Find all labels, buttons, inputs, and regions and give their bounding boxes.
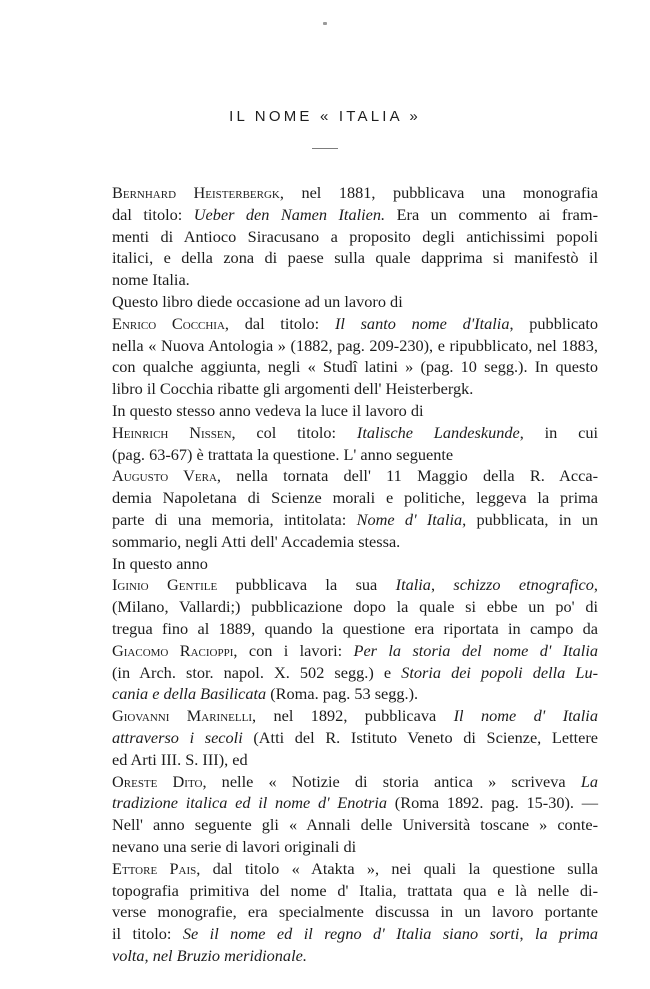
italic-title: Nome d' Italia: [356, 509, 463, 529]
text-run: nevano una serie di lavori originali di: [112, 836, 357, 856]
text-run: , col titolo:: [231, 422, 357, 442]
text-run: In questo stesso anno vedeva la luce il lavoro di: [112, 400, 424, 420]
text-line: [112, 313, 598, 335]
page-speck: [323, 22, 327, 25]
text-run: demia Napoletana di Scienze morali e politiche, leggeva la prima: [112, 488, 598, 508]
text-line: [112, 640, 598, 662]
text-run: libro il Cocchia ribatte gli argomenti dell' Heisterbergk.: [112, 379, 474, 399]
text-run: ,: [519, 924, 535, 944]
text-line: [112, 422, 598, 444]
italic-title: Ueber den Namen Italien.: [193, 204, 386, 224]
author-name: Giovanni Marinelli: [112, 706, 252, 726]
text-run: menti di Antioco Siracusano a proposito degli antichissimi popoli: [112, 226, 598, 246]
italic-title: la prima: [534, 924, 598, 944]
italic-title: Se il nome ed il regno d' Italia siano sorti: [182, 924, 520, 944]
text-run: (in Arch. stor. napol. X. 502 segg.) e: [112, 662, 402, 682]
italic-title: volta, nel Bruzio meridionale.: [112, 945, 307, 965]
body-text: [112, 182, 598, 967]
text-run: verse monografie, era specialmente discussa in un lavoro portante: [112, 902, 598, 922]
text-line: [112, 378, 598, 400]
title-rule: [312, 148, 338, 149]
text-line: [112, 705, 598, 727]
text-line: [112, 771, 598, 793]
text-run: , nella tornata dell' 11 Maggio della R. Acca-: [216, 466, 598, 486]
text-run: , pubblicato: [509, 313, 598, 333]
text-line: [112, 531, 598, 553]
text-line: [112, 226, 598, 248]
text-line: [112, 335, 598, 357]
text-run: (Roma. pag. 53 segg.).: [266, 684, 419, 704]
text-line: [112, 683, 598, 705]
italic-title: Storia dei popoli della Lu-: [401, 662, 599, 682]
italic-title: Il santo nome d'Italia: [334, 313, 510, 333]
text-line: [112, 662, 598, 684]
text-run: , pubblicata, in un: [462, 509, 598, 529]
text-line: [112, 880, 598, 902]
text-run: , dal titolo « Atakta », nei quali la questione sulla: [196, 858, 599, 878]
text-run: pubblicava la sua: [217, 575, 396, 595]
text-run: italici, e della zona di paese sulla quale dapprima si manifestò il: [112, 248, 598, 268]
text-line: [112, 487, 598, 509]
text-line: [112, 727, 598, 749]
text-run: dal titolo:: [112, 204, 194, 224]
text-line: [112, 923, 598, 945]
text-line: [112, 400, 598, 422]
text-run: ,: [593, 575, 598, 595]
author-name: Ettore Pais: [112, 858, 197, 878]
text-line: [112, 618, 598, 640]
italic-title: La: [580, 771, 599, 791]
text-line: [112, 749, 598, 771]
author-name: Giacomo Racioppi: [112, 640, 234, 660]
author-name: Bernhard Heisterbergk: [112, 183, 280, 202]
author-name: Iginio Gentile: [112, 575, 218, 595]
text-line: [112, 553, 598, 575]
italic-title: cania e della Basilicata: [112, 684, 267, 704]
italic-title: Italia: [395, 575, 431, 595]
text-run: , dal titolo:: [224, 313, 335, 333]
text-line: [112, 945, 598, 967]
text-line: [112, 269, 598, 291]
text-run: nome Italia.: [112, 270, 190, 290]
text-line: [112, 356, 598, 378]
author-name: Oreste Dito: [112, 771, 203, 791]
text-run: parte di una memoria, intitolata:: [112, 509, 357, 529]
text-line: [112, 901, 598, 923]
text-run: topografia primitiva del nome d' Italia, trattata qua e là nelle di-: [112, 880, 598, 900]
italic-title: attraverso i secoli: [112, 727, 243, 747]
text-run: In questo anno: [112, 553, 208, 573]
chapter-title: IL NOME « ITALIA »: [229, 108, 421, 125]
author-name: Heinrich Nissen: [112, 422, 232, 442]
text-run: (Roma 1892. pag. 15-30). —: [387, 793, 598, 813]
author-name: Augusto Vera: [112, 466, 217, 486]
italic-title: Il nome d' Italia: [453, 706, 598, 726]
text-line: [112, 247, 598, 269]
italic-title: schizzo etnografico: [453, 575, 594, 595]
text-run: con qualche aggiunta, negli « Studî latini » (pag. 10 segg.). In questo: [112, 357, 598, 377]
text-line: [112, 836, 598, 858]
text-line: [112, 444, 598, 466]
text-run: ed Arti III. S. III), ed: [112, 749, 248, 769]
text-run: , nelle « Notizie di storia antica » scriveva: [202, 771, 581, 791]
text-run: (pag. 63-67) è trattata la questione. L' anno seguente: [112, 444, 454, 464]
text-line: [112, 204, 598, 226]
text-run: sommario, negli Atti dell' Accademia stessa.: [112, 531, 401, 551]
text-run: Questo libro diede occasione ad un lavoro di: [112, 291, 403, 311]
text-run: , nel 1892, pubblicava: [251, 706, 454, 726]
text-run: , nel 1881, pubblicava una monografia: [279, 183, 598, 202]
italic-title: Italische Landeskunde: [356, 422, 520, 442]
text-line: [112, 574, 598, 596]
text-run: il titolo:: [112, 924, 183, 944]
italic-title: Per la storia del nome d' Italia: [353, 640, 598, 660]
text-line: [112, 465, 598, 487]
author-name: Enrico Cocchia: [112, 313, 225, 333]
text-run: , in cui: [519, 422, 599, 442]
text-run: ,: [430, 575, 454, 595]
text-line: [112, 858, 598, 880]
text-run: , con i lavori:: [233, 640, 354, 660]
text-line: [112, 792, 598, 814]
text-line: [112, 291, 598, 313]
text-line: [112, 182, 598, 204]
italic-title: tradizione italica ed il nome d' Enotria: [112, 793, 388, 813]
text-run: Nell' anno seguente gli « Annali delle Università toscane » conte-: [112, 815, 598, 835]
text-line: [112, 596, 598, 618]
text-run: (Atti del R. Istituto Veneto di Scienze, Lettere: [242, 727, 598, 747]
text-line: [112, 814, 598, 836]
text-run: Era un commento ai fram-: [385, 204, 598, 224]
text-run: (Milano, Vallardi;) pubblicazione dopo la quale si ebbe un po' di: [112, 597, 598, 617]
text-run: nella « Nuova Antologia » (1882, pag. 209-230), e ripubblicato, nel 1883,: [112, 335, 598, 355]
text-run: tregua fino al 1889, quando la questione era riportata in campo da: [112, 618, 598, 638]
text-line: [112, 509, 598, 531]
